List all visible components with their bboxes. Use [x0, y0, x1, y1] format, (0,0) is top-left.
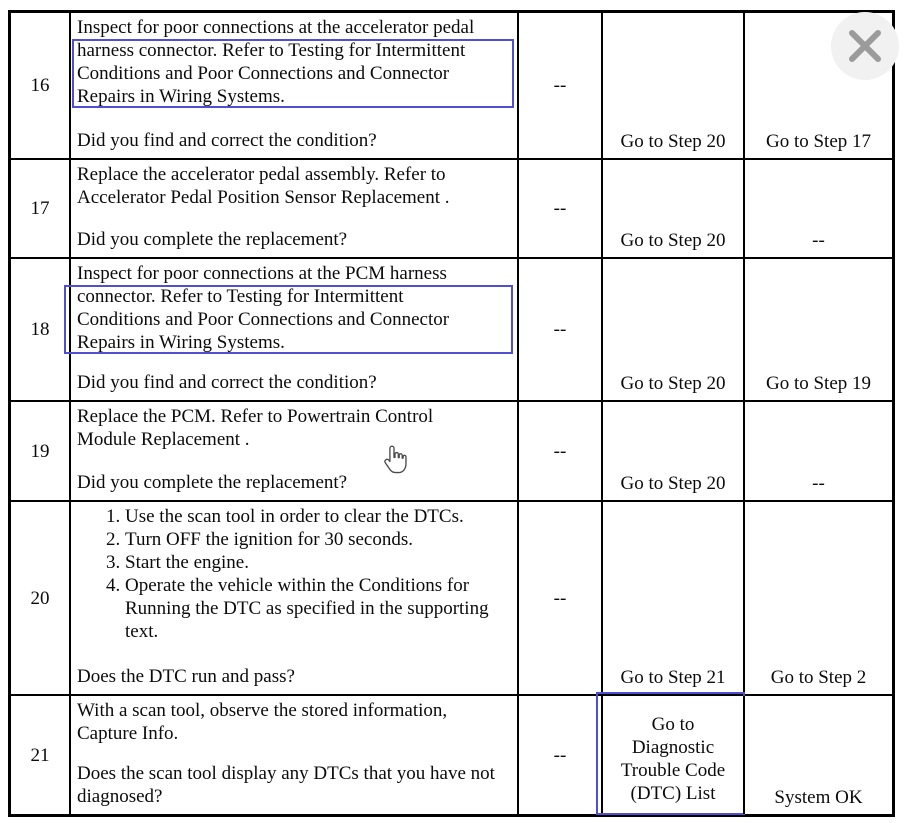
yes-cell	[601, 160, 743, 257]
yes-text: Go to Step 20	[620, 373, 726, 394]
table-row	[11, 257, 892, 400]
action-line: Replace the accelerator pedal assembly. Refer to	[77, 164, 446, 185]
action-cell	[69, 13, 517, 158]
step-number-cell	[11, 696, 69, 814]
value-cell	[517, 160, 601, 257]
value-cell	[517, 502, 601, 694]
action-line: Accelerator Pedal Position Sensor Replacement .	[77, 187, 450, 208]
table-row	[11, 158, 892, 257]
yes-text: Go to Step 20	[620, 230, 726, 251]
step-number-cell	[11, 402, 69, 500]
step-number: 18	[30, 319, 50, 340]
yes-cell	[601, 696, 743, 814]
table-row	[11, 400, 892, 500]
value-cell	[517, 696, 601, 814]
yes-cell	[601, 259, 743, 400]
action-line: Capture Info.	[77, 723, 179, 744]
no-cell	[743, 696, 892, 814]
value-text: --	[553, 587, 567, 609]
action-cell	[69, 402, 517, 500]
action-cell	[69, 160, 517, 257]
action-line: Inspect for poor connections at the accelerator pedal	[77, 17, 475, 38]
procedure-list	[77, 505, 511, 643]
no-cell	[743, 502, 892, 694]
value-text: --	[553, 319, 567, 340]
action-line: With a scan tool, observe the stored information,	[77, 700, 448, 721]
value-text: --	[553, 744, 567, 766]
question-text: Did you complete the replacement?	[77, 472, 348, 493]
no-text: Go to Step 19	[765, 373, 872, 394]
question-text: Did you find and correct the condition?	[77, 130, 377, 151]
action-cell	[69, 502, 517, 694]
step-number-cell	[11, 160, 69, 257]
step-number-cell	[11, 13, 69, 158]
action-cell	[69, 259, 517, 400]
step-number-cell	[11, 502, 69, 694]
procedure-item: 2. Turn OFF the ignition for 30 seconds.	[125, 528, 511, 551]
no-text: --	[812, 473, 825, 494]
link-highlight-box[interactable]	[72, 39, 514, 108]
question-text: Did you complete the replacement?	[77, 229, 348, 250]
step-number: 17	[30, 198, 50, 219]
action-line: Repairs in Wiring Systems.	[77, 86, 285, 107]
no-text: Go to Step 2	[770, 667, 867, 688]
value-text: --	[553, 440, 567, 462]
action-line: Module Replacement .	[77, 429, 250, 450]
value-cell	[517, 13, 601, 158]
procedure-item: 4. Operate the vehicle within the Conditions for Running the DTC as specified in the supporting text.	[125, 574, 511, 643]
action-line: Conditions and Poor Connections and Connector	[77, 309, 450, 330]
step-number-cell	[11, 259, 69, 400]
close-button[interactable]	[831, 12, 899, 80]
yes-cell	[601, 13, 743, 158]
action-cell	[69, 696, 517, 814]
no-cell	[743, 259, 892, 400]
table-row	[11, 13, 892, 158]
no-text: --	[812, 230, 825, 251]
link-highlight-box[interactable]	[64, 285, 513, 354]
no-cell	[743, 402, 892, 500]
step-number: 20	[30, 587, 50, 609]
question-text: Did you find and correct the condition?	[77, 372, 377, 393]
step-number: 16	[30, 75, 50, 96]
yes-cell	[601, 402, 743, 500]
action-text	[77, 163, 511, 209]
procedure-item: 1. Use the scan tool in order to clear the DTCs.	[125, 505, 511, 528]
action-line: Repairs in Wiring Systems.	[77, 332, 285, 353]
value-cell	[517, 402, 601, 500]
no-text: System OK	[774, 787, 863, 808]
question-text: Does the scan tool display any DTCs that you have not diagnosed?	[77, 763, 495, 807]
table-row	[11, 694, 892, 814]
action-line: harness connector. Refer to Testing for Intermittent	[77, 40, 466, 61]
value-cell	[517, 259, 601, 400]
action-line: Replace the PCM. Refer to Powertrain Control	[77, 406, 434, 427]
procedure-item: 3. Start the engine.	[125, 551, 511, 574]
step-number: 19	[30, 440, 50, 462]
link-highlight-box[interactable]	[596, 692, 745, 815]
step-number: 21	[30, 744, 50, 766]
yes-cell	[601, 502, 743, 694]
diagnostic-table	[8, 10, 895, 817]
value-text: --	[553, 198, 567, 219]
yes-text: Go to Step 20	[620, 473, 726, 494]
no-cell	[743, 160, 892, 257]
action-text	[77, 405, 511, 451]
dtc-list-link[interactable]: Go to Diagnostic Trouble Code (DTC) List	[620, 714, 726, 804]
yes-text: Go to Step 21	[620, 667, 726, 688]
question-text: Does the DTC run and pass?	[77, 666, 295, 687]
close-icon	[831, 12, 899, 80]
action-text	[77, 699, 511, 745]
action-line: connector. Refer to Testing for Intermittent	[77, 286, 404, 307]
action-line: Inspect for poor connections at the PCM harness	[77, 263, 447, 284]
table-row	[11, 500, 892, 694]
no-text: Go to Step 17	[765, 131, 872, 152]
yes-text: Go to Step 20	[620, 131, 726, 152]
action-line: Conditions and Poor Connections and Connector	[77, 63, 450, 84]
value-text: --	[553, 75, 567, 96]
